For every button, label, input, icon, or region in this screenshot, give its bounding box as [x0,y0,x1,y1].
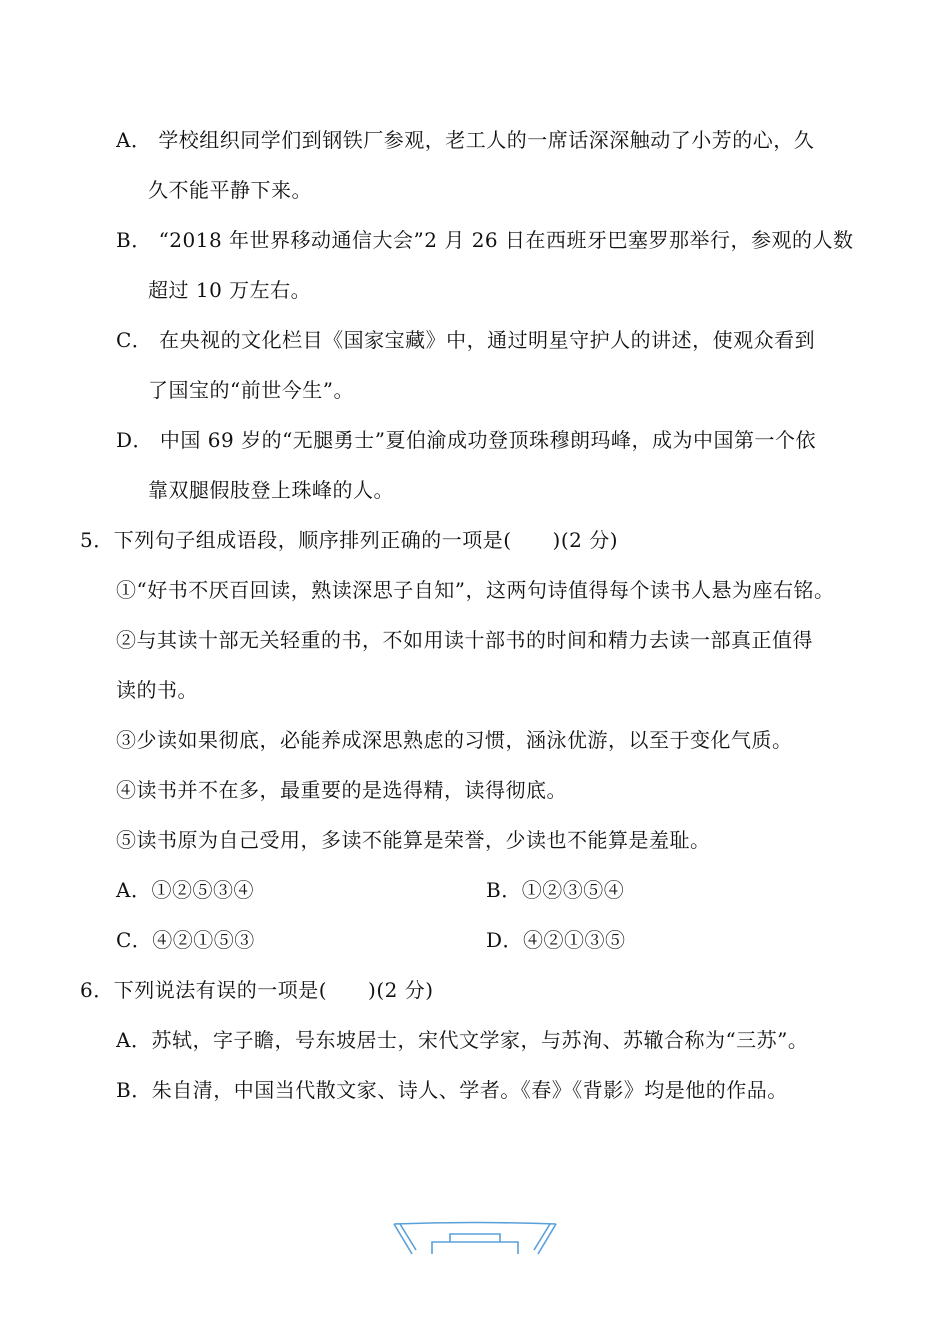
q5-option-c: C．④②①⑤③ [116,928,255,952]
footer-bracket-icon [392,1220,558,1256]
q5-sentence-1: ①“好书不厌百回读，熟读深思子自知”，这两句诗值得每个读书人悬为座右铭。 [116,578,835,602]
q6-stem: 6．下列说法有误的一项是( )(2 分) [80,978,434,1002]
q5-option-d: D．④②①③⑤ [486,928,626,952]
q4-option-d-text: 中国 69 岁的“无腿勇士”夏伯渝成功登顶珠穆朗玛峰，成为中国第一个依 [159,428,817,452]
q4-option-c-text: 在央视的文化栏目《国家宝藏》中，通过明星守护人的讲述，使观众看到 [159,328,816,352]
q4-option-d-label: D． [116,428,154,452]
q4-option-b-label: B． [116,228,152,252]
q4-option-a-label: A． [116,128,152,152]
q4-option-c-line1 [116,326,815,354]
q4-option-a-line2: 久不能平静下来。 [148,178,312,202]
q6-option-a: A．苏轼，字子瞻，号东坡居士，宋代文学家，与苏洵、苏辙合称为“三苏”。 [116,1028,809,1052]
q5-sentence-5: ⑤读书原为自己受用，多读不能算是荣誉，少读也不能算是羞耻。 [116,828,711,852]
q4-option-c-line2: 了国宝的“前世今生”。 [148,378,354,402]
q4-option-b-line1 [116,226,854,254]
q4-option-a-text: 学校组织同学们到钢铁厂参观，老工人的一席话深深触动了小芳的心，久 [158,128,815,152]
q5-sentence-2-line2: 读的书。 [116,678,198,702]
q6-option-b: B．朱自清，中国当代散文家、诗人、学者。《春》《背影》均是他的作品。 [116,1078,788,1102]
q5-stem: 5．下列句子组成语段，顺序排列正确的一项是( )(2 分) [80,528,619,552]
footer-bracket-decoration [392,1220,558,1260]
q5-option-b: B．①②③⑤④ [486,878,625,902]
q5-sentence-3: ③少读如果彻底，必能养成深思熟虑的习惯，涵泳优游，以至于变化气质。 [116,728,793,752]
q4-option-c-label: C． [116,328,153,352]
q4-option-b-line2: 超过 10 万左右。 [148,278,312,302]
q5-sentence-2-line1: ②与其读十部无关轻重的书，不如用读十部书的时间和精力去读一部真正值得 [116,628,813,652]
q4-option-a-line1 [116,126,814,154]
q4-option-d-line2: 靠双腿假肢登上珠峰的人。 [148,478,394,502]
q5-option-a: A．①②⑤③④ [116,878,254,902]
q5-sentence-4: ④读书并不在多，最重要的是选得精，读得彻底。 [116,778,567,802]
q4-option-b-text: “2018 年世界移动通信大会”2 月 26 日在西班牙巴塞罗那举行，参观的人数 [158,228,854,252]
q4-option-d-line1 [116,426,816,454]
